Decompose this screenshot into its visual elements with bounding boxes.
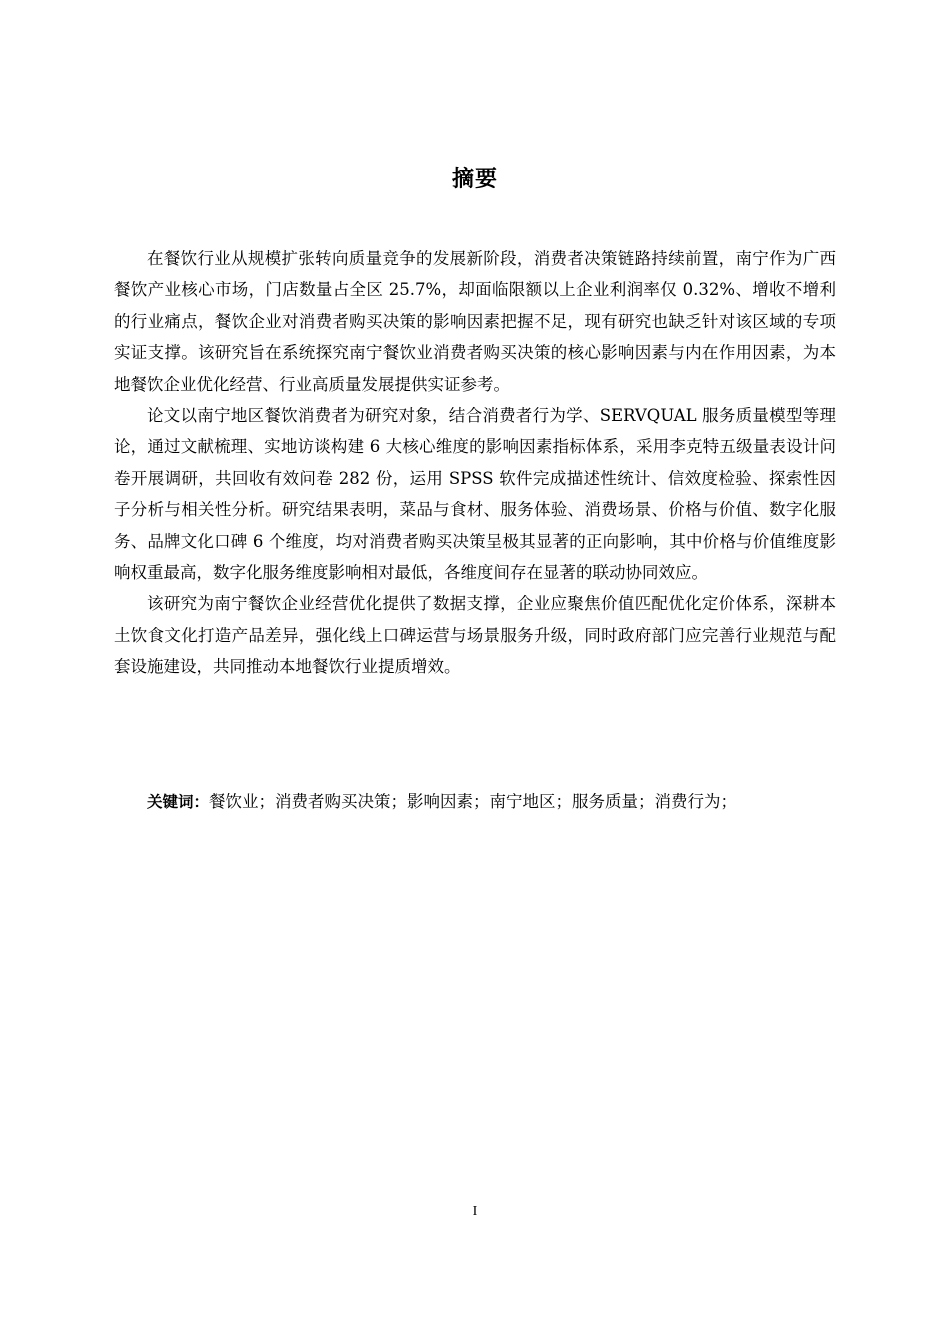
keywords-text: 餐饮业；消费者购买决策；影响因素；南宁地区；服务质量；消费行为；: [209, 792, 738, 811]
abstract-paragraph-3: 该研究为南宁餐饮企业经营优化提供了数据支撑，企业应聚焦价值匹配优化定价体系，深耕本土饮食文化打造产品差异，强化线上口碑运营与场景服务升级，同时政府部门应完善行业规范与配套设施建设，共同推动本地餐饮行业提质增效。: [114, 594, 836, 677]
page-number: I: [472, 1204, 478, 1219]
abstract-paragraph-2: 论文以南宁地区餐饮消费者为研究对象，结合消费者行为学、SERVQUAL 服务质量模型等理论，通过文献梳理、实地访谈构建 6 大核心维度的影响因素指标体系，采用李克特五级量表设计问卷开展调研，共回收有效问卷 282 份，运用 SPSS 软件完成描述性统计、信效度检验、探索性因子分析与相关性分析。研究结果表明，菜品与食材、服务体验、消费场景、价格与价值、数字化服务、品牌文化口碑 6 个维度，均对消费者购买决策呈极其显著的正向影响，其中价格与价值维度影响权重最高，数字化服务维度影响相对最低，各维度间存在显著的联动协同效应。: [114, 406, 836, 583]
abstract-body: [114, 243, 836, 683]
keywords-line: [114, 786, 854, 818]
abstract-paragraph-1: 在餐饮行业从规模扩张转向质量竞争的发展新阶段，消费者决策链路持续前置，南宁作为广西餐饮产业核心市场，门店数量占全区 25.7%，却面临限额以上企业利润率仅 0.32%、增收不增利的行业痛点，餐饮企业对消费者购买决策的影响因素把握不足，现有研究也缺乏针对该区域的专项实证支撑。该研究旨在系统探究南宁餐饮业消费者购买决策的核心影响因素与内在作用因素，为本地餐饮企业优化经营、行业高质量发展提供实证参考。: [114, 249, 836, 394]
keywords-label: 关键词：: [147, 793, 210, 811]
abstract-title: 摘要: [451, 167, 498, 192]
